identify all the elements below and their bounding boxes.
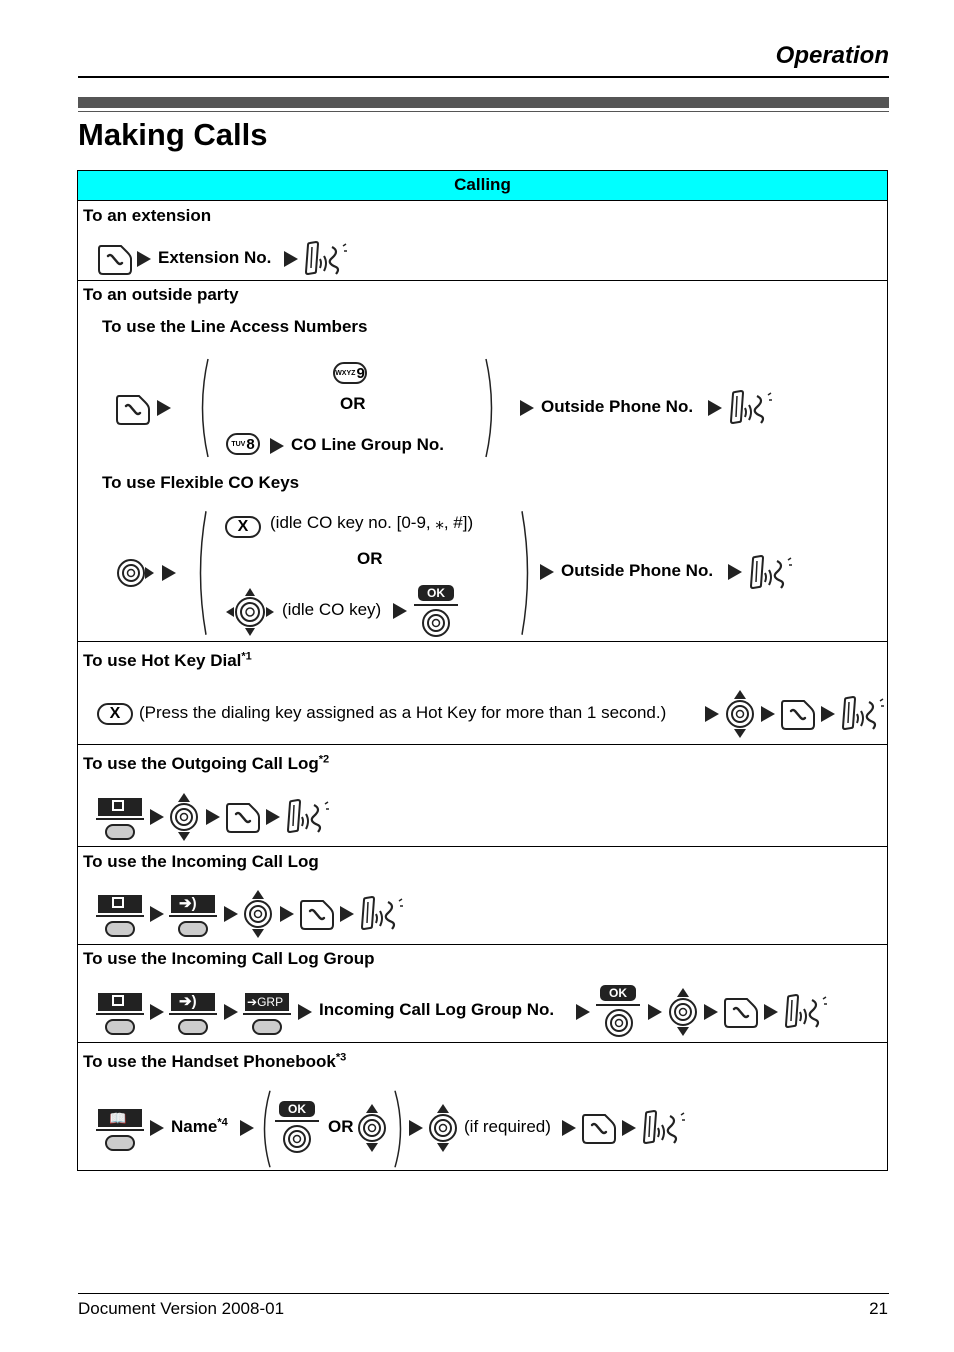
softkey-log-icon bbox=[96, 796, 144, 840]
arrow-icon bbox=[206, 809, 220, 825]
row-title-hotkey bbox=[83, 651, 252, 671]
arrow-icon bbox=[562, 1120, 576, 1136]
extension-no-label: Extension No. bbox=[158, 248, 272, 267]
arrow-icon bbox=[298, 1004, 312, 1020]
table-header: Calling bbox=[78, 171, 887, 201]
page-number: 21 bbox=[869, 1299, 888, 1318]
footnote-marker: *2 bbox=[318, 753, 330, 766]
softkey-group-icon: ➔GRP bbox=[243, 991, 291, 1035]
arrow-icon bbox=[704, 1004, 718, 1020]
row-title-incoming: To use the Incoming Call Log bbox=[83, 852, 319, 871]
speak-icon bbox=[727, 390, 773, 424]
footnote-marker: *3 bbox=[335, 1051, 347, 1064]
grp-label: GRP bbox=[257, 995, 284, 1009]
row-title-incoming-group: To use the Incoming Call Log Group bbox=[83, 949, 375, 968]
softkey-log-icon bbox=[96, 991, 144, 1035]
ok-label-icon: OK bbox=[279, 1101, 315, 1117]
ok-underline bbox=[596, 1004, 640, 1006]
arrow-icon bbox=[540, 564, 554, 580]
if-required-text: (if required) bbox=[464, 1117, 551, 1136]
or-text: OR bbox=[328, 1117, 354, 1136]
talk-key-icon bbox=[581, 1111, 617, 1145]
x-key-icon: X bbox=[225, 516, 261, 538]
name-label bbox=[171, 1117, 228, 1137]
ok-label-icon: OK bbox=[600, 985, 636, 1001]
arrow-icon bbox=[340, 906, 354, 922]
navigator-updown-icon bbox=[357, 1103, 387, 1153]
key-9-digit: 9 bbox=[356, 364, 365, 382]
arrow-icon bbox=[728, 564, 742, 580]
idle-co-key-text: (idle CO key) bbox=[282, 600, 382, 619]
arrow-icon bbox=[157, 400, 171, 416]
footnote-marker: *4 bbox=[217, 1116, 228, 1129]
phonebook-title-text: To use the Handset Phonebook bbox=[83, 1052, 336, 1071]
row-divider bbox=[78, 846, 888, 847]
arrow-icon bbox=[240, 1120, 254, 1136]
arrow-icon bbox=[224, 1004, 238, 1020]
row-title-phonebook bbox=[83, 1052, 346, 1072]
bracket-left-icon bbox=[196, 358, 210, 458]
speak-icon bbox=[782, 994, 828, 1028]
talk-key-icon bbox=[780, 697, 816, 731]
talk-key-icon bbox=[225, 800, 261, 834]
arrow-icon bbox=[648, 1004, 662, 1020]
arrow-icon bbox=[576, 1004, 590, 1020]
navigator-updown-icon bbox=[169, 792, 199, 842]
arrow-icon bbox=[708, 400, 722, 416]
navigator-right-icon bbox=[116, 557, 156, 589]
row-divider bbox=[78, 641, 888, 642]
ok-underline bbox=[414, 604, 458, 606]
arrow-icon bbox=[150, 1004, 164, 1020]
navigator-updown-icon bbox=[668, 987, 698, 1037]
bracket-right-icon bbox=[520, 510, 534, 636]
navigator-updown-icon bbox=[428, 1103, 458, 1153]
navigator-icon bbox=[225, 587, 275, 637]
key-8-icon bbox=[226, 433, 260, 455]
ok-label-icon: OK bbox=[418, 585, 454, 601]
header-rule bbox=[78, 76, 889, 78]
talk-key-icon bbox=[723, 995, 759, 1029]
talk-key-icon bbox=[97, 242, 133, 276]
row-divider bbox=[78, 944, 888, 945]
x-key-icon: X bbox=[97, 703, 133, 725]
ok-button-icon bbox=[604, 1008, 634, 1038]
arrow-icon bbox=[137, 251, 151, 267]
arrow-icon bbox=[280, 906, 294, 922]
arrow-icon bbox=[162, 565, 176, 581]
idle-co-key-no-text: (idle CO key no. [0-9, ⁎, #]) bbox=[270, 513, 474, 532]
title-bar bbox=[78, 97, 889, 108]
arrow-icon bbox=[622, 1120, 636, 1136]
speak-icon bbox=[284, 799, 330, 833]
or-text: OR bbox=[357, 549, 383, 568]
navigator-updown-icon bbox=[725, 689, 755, 739]
footer-rule bbox=[78, 1293, 889, 1294]
row-divider bbox=[78, 280, 888, 281]
arrow-icon bbox=[270, 438, 284, 454]
speak-icon bbox=[640, 1110, 686, 1144]
outside-phone-no-label: Outside Phone No. bbox=[541, 397, 694, 416]
navigator-updown-icon bbox=[243, 889, 273, 939]
name-text: Name bbox=[171, 1117, 218, 1136]
speak-icon bbox=[302, 241, 348, 275]
arrow-icon bbox=[705, 706, 719, 722]
section-label: Operation bbox=[775, 42, 889, 69]
arrow-icon bbox=[266, 809, 280, 825]
row-title-outgoing bbox=[83, 754, 329, 774]
speak-icon bbox=[358, 896, 404, 930]
key-8-letters: TUV bbox=[231, 440, 246, 448]
arrow-icon bbox=[150, 809, 164, 825]
arrow-icon bbox=[520, 400, 534, 416]
talk-key-icon bbox=[299, 897, 335, 931]
outgoing-title-text: To use the Outgoing Call Log bbox=[83, 754, 319, 773]
arrow-icon bbox=[150, 1120, 164, 1136]
key-9-icon bbox=[333, 362, 367, 384]
bracket-left-icon bbox=[258, 1090, 272, 1168]
row-divider bbox=[78, 1042, 888, 1043]
row-title-outside: To an outside party bbox=[83, 285, 239, 304]
hotkey-title-text: To use Hot Key Dial bbox=[83, 651, 242, 670]
arrow-icon bbox=[224, 906, 238, 922]
arrow-icon bbox=[393, 603, 407, 619]
hotkey-desc: (Press the dialing key assigned as a Hot Key for more than 1 second.) bbox=[139, 703, 667, 722]
speak-icon bbox=[747, 555, 793, 589]
outside-phone-no-label: Outside Phone No. bbox=[561, 561, 714, 580]
ok-button-icon bbox=[282, 1124, 312, 1154]
bracket-left-icon bbox=[194, 510, 208, 636]
softkey-incoming-icon: ➔) bbox=[169, 991, 217, 1035]
title-bar-line bbox=[78, 111, 889, 112]
softkey-log-icon bbox=[96, 893, 144, 937]
talk-key-icon bbox=[115, 392, 151, 426]
subtitle-flexible-co: To use Flexible CO Keys bbox=[102, 473, 300, 492]
or-text: OR bbox=[340, 394, 366, 413]
arrow-icon bbox=[761, 706, 775, 722]
document-version: Document Version 2008-01 bbox=[78, 1299, 285, 1318]
bracket-right-icon bbox=[484, 358, 498, 458]
bracket-right-icon bbox=[393, 1090, 407, 1168]
arrow-icon bbox=[821, 706, 835, 722]
co-line-group-label: CO Line Group No. bbox=[291, 435, 444, 454]
arrow-icon bbox=[284, 251, 298, 267]
arrow-icon bbox=[764, 1004, 778, 1020]
speak-icon bbox=[839, 696, 885, 730]
arrow-icon bbox=[409, 1120, 423, 1136]
key-9-letters: WXYZ bbox=[335, 369, 356, 377]
footnote-marker: *1 bbox=[241, 650, 252, 663]
ok-underline bbox=[275, 1120, 319, 1122]
softkey-phonebook-icon: 📖 bbox=[96, 1107, 144, 1151]
softkey-incoming-icon: ➔) bbox=[169, 893, 217, 937]
subtitle-line-access: To use the Line Access Numbers bbox=[102, 317, 368, 336]
arrow-icon bbox=[150, 906, 164, 922]
page-title: Making Calls bbox=[78, 117, 268, 152]
key-8-digit: 8 bbox=[246, 435, 255, 453]
row-divider bbox=[78, 744, 888, 745]
row-title-extension: To an extension bbox=[83, 206, 212, 225]
ok-button-icon bbox=[421, 608, 451, 638]
incoming-group-no-label: Incoming Call Log Group No. bbox=[319, 1000, 555, 1019]
